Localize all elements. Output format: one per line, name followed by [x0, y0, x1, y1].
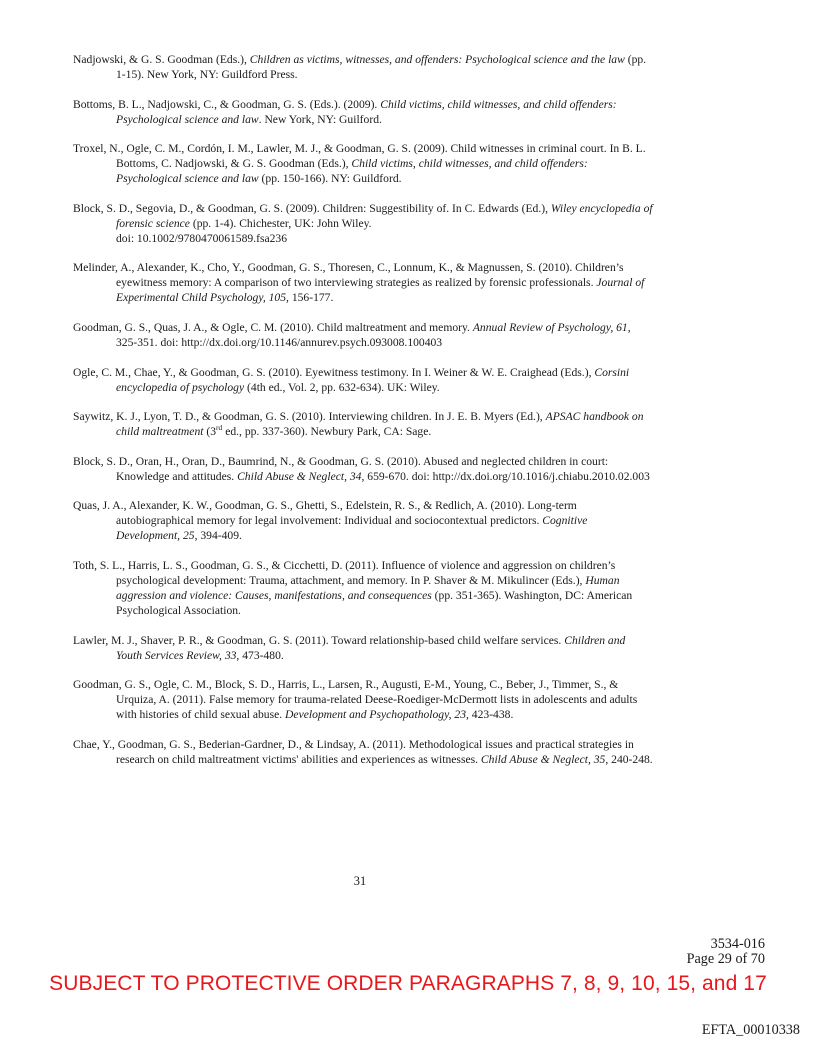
reference-text: , 240-248.: [605, 752, 653, 766]
exhibit-page: Page 29 of 70: [686, 951, 765, 967]
reference-text: , 394-409.: [194, 529, 242, 543]
reference-title: Wiley encyclopedia of forensic science: [116, 201, 653, 230]
reference-text: Nadjowski, & G. S. Goodman (Eds.),: [73, 53, 250, 66]
page-number: 31: [353, 874, 367, 888]
reference-text: doi: 10.1002/9780470061589.fsa236: [116, 231, 288, 245]
reference-title: Children and Youth Services Review, 33: [116, 633, 626, 662]
reference-list: [73, 52, 653, 781]
reference-title: Child victims, child witnesses, and child offenders: Psychological science and law: [116, 97, 617, 126]
exhibit-stamp: [687, 937, 765, 967]
reference-text: Toth, S. L., Harris, L. S., Goodman, G. S., & Cicchetti, D. (2011). Influence of violence and aggression on children’s psychological development: Trauma, attachment, and memory. In P. Shaver & M. Mikulincer (Eds.),: [73, 558, 616, 587]
reference-entry: [73, 498, 653, 543]
reference-text: Goodman, G. S., Quas, J. A., & Ogle, C. M. (2010). Child maltreatment and memory.: [73, 320, 473, 334]
reference-text: Ogle, C. M., Chae, Y., & Goodman, G. S. (2010). Eyewitness testimony. In I. Weiner & W. E. Craighead (Eds.),: [73, 365, 595, 379]
reference-text: (3: [203, 425, 217, 439]
reference-text: Quas, J. A., Alexander, K. W., Goodman, G. S., Ghetti, S., Edelstein, R. S., & Redlich, A. (2010). Long-term autobiographical memory for legal involvement: Individual and sociocontextual predictors.: [73, 499, 577, 528]
reference-title: Child victims, child witnesses, and child offenders: Psychological science and law: [116, 157, 588, 186]
reference-text: (pp. 1-4). Chichester, UK: John Wiley.: [189, 216, 372, 230]
reference-title: APSAC handbook on child maltreatment: [116, 410, 644, 439]
reference-text: 156-177.: [288, 291, 334, 305]
reference-entry: [73, 365, 653, 395]
reference-entry: [73, 737, 653, 767]
reference-text: , 325-351. doi: http://dx.doi.org/10.1146/annurev.psych.093008.100403: [116, 320, 631, 349]
reference-entry: [73, 409, 653, 439]
reference-text: Block, S. D., Segovia, D., & Goodman, G. S. (2009). Children: Suggestibility of. In C. Edwards (Ed.),: [73, 201, 551, 215]
reference-text: Saywitz, K. J., Lyon, T. D., & Goodman, G. S. (2010). Interviewing children. In J. E. B. Myers (Ed.),: [73, 410, 546, 424]
reference-text: rd: [216, 423, 223, 433]
reference-title: Child Abuse & Neglect, 34: [237, 469, 362, 483]
reference-entry: [73, 454, 653, 484]
reference-title: Corsini encyclopedia of psychology: [116, 365, 630, 394]
reference-title: Journal of Experimental Child Psychology, 105,: [116, 276, 645, 305]
reference-text: Melinder, A., Alexander, K., Cho, Y., Goodman, G. S., Thoresen, C., Lonnum, K., & Magnussen, S. (2010). Children’s eyewitness memory: A comparison of two interviewing strategies as realized by forensic professionals.: [73, 261, 624, 290]
reference-entry: [73, 260, 653, 305]
reference-entry: [73, 558, 653, 618]
reference-text: (pp. 1-15). New York, NY: Guildford Press.: [116, 53, 647, 81]
reference-text: ed., pp. 337-360). Newbury Park, CA: Sage.: [222, 425, 432, 439]
reference-text: Lawler, M. J., Shaver, P. R., & Goodman, G. S. (2011). Toward relationship-based child welfare services.: [73, 633, 565, 647]
reference-text: , 423-438.: [466, 708, 514, 722]
reference-text: (4th ed., Vol. 2, pp. 632-634). UK: Wiley.: [244, 380, 440, 394]
reference-entry: [73, 677, 653, 722]
reference-text: (pp. 150-166). NY: Guildford.: [258, 172, 402, 186]
reference-text: , 659-670. doi: http://dx.doi.org/10.1016/j.chiabu.2010.02.003: [361, 469, 650, 483]
reference-title: Annual Review of Psychology, 61: [472, 320, 628, 334]
protective-order-notice: SUBJECT TO PROTECTIVE ORDER PARAGRAPHS 7, 8, 9, 10, 15, and 17: [49, 972, 767, 995]
reference-text: . New York, NY: Guilford.: [258, 112, 382, 126]
reference-entry: [73, 52, 653, 82]
reference-entry: [73, 320, 653, 350]
reference-text: (pp. 351-365). Washington, DC: American Psychological Association.: [116, 588, 633, 617]
reference-title: Cognitive Development, 25: [116, 514, 588, 543]
reference-text: Troxel, N., Ogle, C. M., Cordón, I. M., Lawler, M. J., & Goodman, G. S. (2009). Child witnesses in criminal court. In B. L. Bottoms, C. Nadjowski, & G. S. Goodman (Eds.),: [73, 142, 646, 171]
reference-text: , 473-480.: [236, 648, 284, 662]
reference-title: Human aggression and violence: Causes, manifestations, and consequences: [116, 573, 620, 602]
reference-title: Children as victims, witnesses, and offenders: Psychological science and the law: [249, 53, 625, 66]
reference-title: Development and Psychopathology, 23: [285, 708, 466, 722]
reference-entry: [73, 633, 653, 663]
exhibit-id: 3534-016: [710, 936, 765, 952]
reference-entry: [73, 201, 653, 246]
reference-title: Child Abuse & Neglect, 35: [480, 752, 606, 766]
reference-text: Goodman, G. S., Ogle, C. M., Block, S. D., Harris, L., Larsen, R., Augusti, E-M., Young, C., Beber, J., Timmer, S., & Urquiza, A. (2011). False memory for trauma-related Deese-Roediger-McDermott lists in adolescents and adults with histories of child sexual abuse.: [73, 678, 638, 722]
reference-text: Block, S. D., Oran, H., Oran, D., Baumrind, N., & Goodman, G. S. (2010). Abused and neglected children in court: Knowledge and attitudes.: [73, 454, 609, 483]
reference-text: Bottoms, B. L., Nadjowski, C., & Goodman, G. S. (Eds.). (2009).: [73, 97, 381, 111]
reference-entry: [73, 97, 653, 127]
reference-entry: [73, 141, 653, 186]
bates-number: EFTA_00010338: [701, 1022, 800, 1038]
reference-text: Chae, Y., Goodman, G. S., Bederian-Gardner, D., & Lindsay, A. (2011). Methodological issues and practical strategies in research on child maltreatment victims' abilities and experiences as witnesses.: [73, 737, 634, 766]
